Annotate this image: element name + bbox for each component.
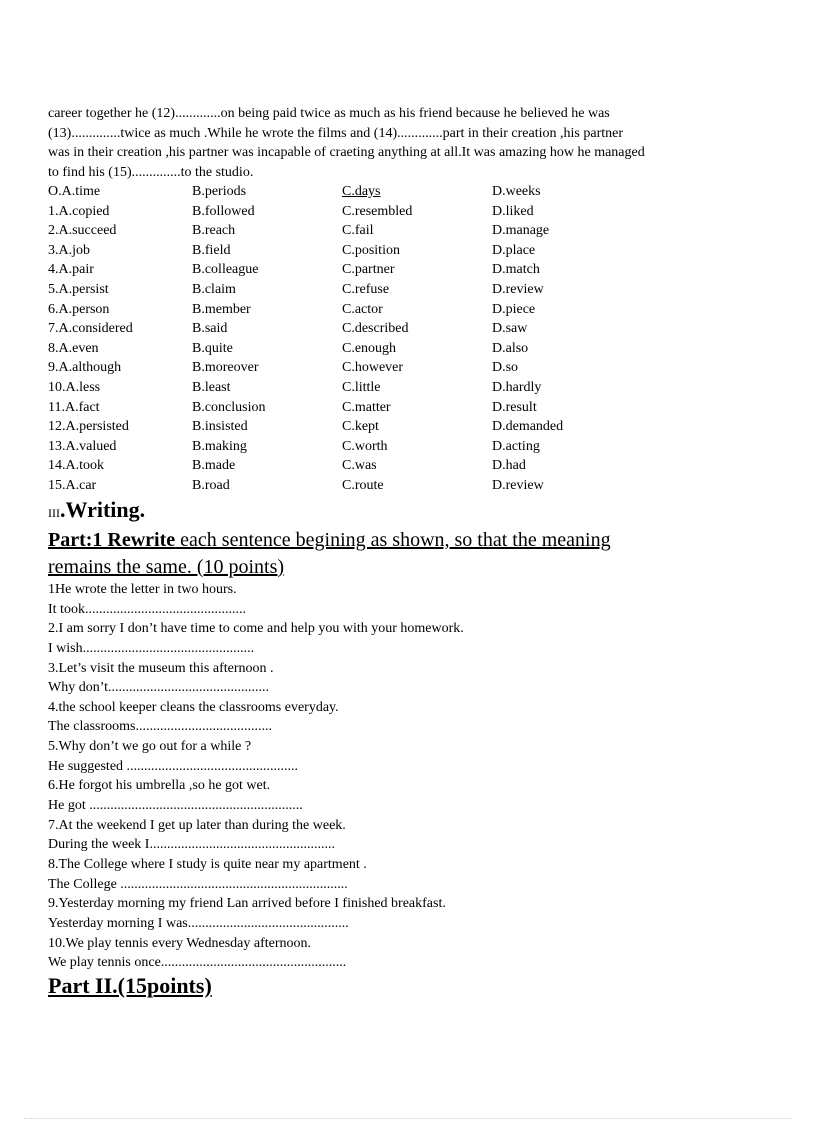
option-b: B.said bbox=[192, 321, 228, 337]
option-c: C.partner bbox=[342, 262, 395, 278]
option-c: C.described bbox=[342, 321, 409, 337]
option-d: D.saw bbox=[492, 321, 528, 337]
passage-line: career together he (12).............on being paid twice as much as his friend because he believed he was bbox=[48, 106, 610, 121]
option-a: 6.A.person bbox=[48, 301, 110, 317]
option-d: D.also bbox=[492, 340, 529, 356]
option-a: 12.A.persisted bbox=[48, 419, 129, 435]
rewrite-prompt: 6.He forgot his umbrella ,so he got wet. bbox=[48, 778, 271, 794]
option-a: 14.A.took bbox=[48, 458, 104, 474]
option-a: 9.A.although bbox=[48, 360, 122, 376]
option-c: C.position bbox=[342, 242, 400, 258]
rewrite-answer-line: We play tennis once..................................................... bbox=[48, 955, 347, 971]
rewrite-prompt: 2.I am sorry I don’t have time to come and help you with your homework. bbox=[48, 621, 464, 637]
rewrite-prompt: 9.Yesterday morning my friend Lan arrived before I finished breakfast. bbox=[48, 896, 446, 912]
option-d: D.match bbox=[492, 262, 540, 278]
part2-heading: Part II.(15points) bbox=[48, 973, 212, 998]
option-b: B.road bbox=[192, 477, 230, 493]
option-d: D.weeks bbox=[492, 184, 541, 199]
rewrite-prompt: 3.Let’s visit the museum this afternoon . bbox=[48, 660, 274, 676]
rewrite-prompt: 7.At the weekend I get up later than during the week. bbox=[48, 817, 346, 833]
rewrite-answer-line: He got ............................................................. bbox=[48, 798, 303, 814]
page-border bbox=[24, 1118, 792, 1119]
rewrite-prompt: 8.The College where I study is quite near my apartment . bbox=[48, 856, 367, 872]
passage-line: to find his (15)..............to the studio. bbox=[48, 164, 254, 180]
option-a: 1.A.copied bbox=[48, 203, 110, 219]
option-b: B.conclusion bbox=[192, 399, 266, 415]
part1-instruction-text: each sentence begining as shown, so that the meaning bbox=[175, 529, 611, 551]
option-b: B.member bbox=[192, 301, 251, 317]
option-c: C.worth bbox=[342, 438, 388, 454]
option-a: 10.A.less bbox=[48, 379, 101, 395]
section-roman-numeral: III bbox=[48, 506, 60, 520]
option-b: B.colleague bbox=[192, 262, 259, 278]
option-b: B.making bbox=[192, 438, 247, 454]
rewrite-answer-line: The College ................................................................. bbox=[48, 876, 348, 892]
option-c: C.refuse bbox=[342, 281, 390, 297]
option-a: 13.A.valued bbox=[48, 438, 117, 454]
option-d: D.result bbox=[492, 399, 537, 415]
rewrite-answer-line: During the week I..................................................... bbox=[48, 837, 335, 853]
option-b: B.quite bbox=[192, 340, 233, 356]
option-a: 2.A.succeed bbox=[48, 223, 117, 239]
section-heading bbox=[48, 496, 145, 527]
option-c: C.however bbox=[342, 360, 404, 376]
rewrite-answer-line: It took.............................................. bbox=[48, 601, 246, 617]
option-a: 7.A.considered bbox=[48, 321, 133, 337]
rewrite-answer-line: I wish................................................. bbox=[48, 640, 255, 656]
option-c: C.was bbox=[342, 458, 377, 474]
option-b: B.insisted bbox=[192, 419, 248, 435]
rewrite-answer-line: He suggested ................................................. bbox=[48, 758, 299, 774]
option-c: C.little bbox=[342, 379, 381, 395]
option-a: 5.A.persist bbox=[48, 281, 109, 297]
section-title: .Writing. bbox=[60, 497, 146, 522]
option-d: D.review bbox=[492, 477, 544, 493]
cloze-passage bbox=[48, 104, 738, 182]
option-b: B.field bbox=[192, 242, 231, 258]
rewrite-answer-line: Why don’t.............................................. bbox=[48, 680, 270, 696]
option-d: D.so bbox=[492, 360, 519, 376]
option-b: B.followed bbox=[192, 203, 255, 219]
option-d: D.review bbox=[492, 281, 544, 297]
option-a: 11.A.fact bbox=[48, 399, 100, 415]
option-c: C.route bbox=[342, 477, 384, 493]
option-d: D.had bbox=[492, 458, 526, 474]
option-a: O.A.time bbox=[48, 184, 101, 199]
option-c: C.fail bbox=[342, 223, 374, 239]
rewrite-prompt: 4.the school keeper cleans the classrooms everyday. bbox=[48, 699, 339, 715]
option-b: B.made bbox=[192, 458, 236, 474]
part1-instruction-text-2: remains the same. (10 points) bbox=[48, 556, 285, 578]
option-b: B.periods bbox=[192, 184, 247, 199]
option-c: C.kept bbox=[342, 419, 379, 435]
option-a: 3.A.job bbox=[48, 242, 90, 258]
option-a: 8.A.even bbox=[48, 340, 99, 356]
rewrite-answer-line: Yesterday morning I was.............................................. bbox=[48, 915, 349, 931]
passage-line: was in their creation ,his partner was incapable of craeting anything at all.It was amazing how he managed bbox=[48, 145, 645, 161]
option-c: C.matter bbox=[342, 399, 391, 415]
option-b: B.moreover bbox=[192, 360, 259, 376]
rewrite-prompt: 5.Why don’t we go out for a while ? bbox=[48, 739, 252, 755]
option-c: C.resembled bbox=[342, 203, 413, 219]
passage-line: (13)..............twice as much .While he wrote the films and (14).............part in their creation ,his partner bbox=[48, 125, 623, 141]
part1-instructions bbox=[48, 527, 688, 581]
rewrite-answer-line: The classrooms....................................... bbox=[48, 719, 272, 735]
option-d: D.piece bbox=[492, 301, 536, 317]
option-d: D.manage bbox=[492, 223, 550, 239]
option-c: C.days bbox=[342, 184, 381, 199]
option-a: 15.A.car bbox=[48, 477, 97, 493]
rewrite-prompt: 1He wrote the letter in two hours. bbox=[48, 582, 237, 597]
part1-label: Part:1 Rewrite bbox=[48, 529, 176, 551]
option-a: 4.A.pair bbox=[48, 262, 94, 278]
option-d: D.liked bbox=[492, 203, 534, 219]
option-d: D.hardly bbox=[492, 379, 542, 395]
option-d: D.demanded bbox=[492, 419, 564, 435]
option-c: C.enough bbox=[342, 340, 397, 356]
option-d: D.acting bbox=[492, 438, 540, 454]
rewrite-items bbox=[48, 580, 464, 973]
option-d: D.place bbox=[492, 242, 536, 258]
option-b: B.least bbox=[192, 379, 231, 395]
option-b: B.claim bbox=[192, 281, 236, 297]
rewrite-prompt: 10.We play tennis every Wednesday afternoon. bbox=[48, 935, 312, 951]
option-c: C.actor bbox=[342, 301, 383, 317]
option-b: B.reach bbox=[192, 223, 236, 239]
